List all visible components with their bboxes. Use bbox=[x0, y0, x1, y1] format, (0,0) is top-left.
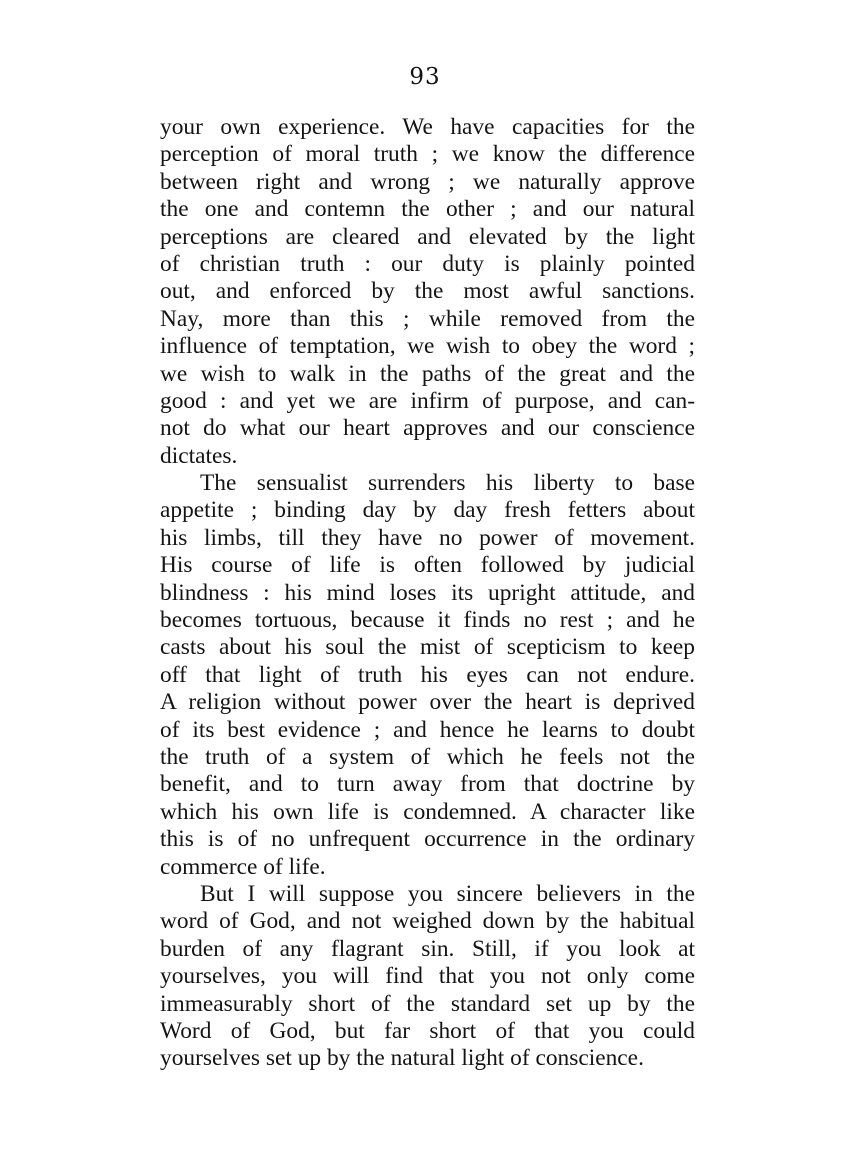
page-number: 93 bbox=[409, 64, 441, 90]
text-line: between right and wrong ; we naturally approve bbox=[160, 168, 695, 195]
text-line: his limbs, till they have no power of movement. bbox=[160, 524, 695, 551]
paragraph bbox=[160, 114, 695, 470]
text-line: good : and yet we are infirm of purpose, and can- bbox=[160, 387, 695, 414]
text-line: burden of any flagrant sin. Still, if you look at bbox=[160, 935, 695, 962]
text-line: His course of life is often followed by judicial bbox=[160, 552, 695, 579]
text-line: immeasurably short of the standard set up by the bbox=[160, 990, 695, 1017]
text-line: Nay, more than this ; while removed from the bbox=[160, 305, 695, 332]
text-line: The sensualist surrenders his liberty to base bbox=[200, 470, 695, 497]
text-line: commerce of life. bbox=[160, 853, 326, 880]
text-line: becomes tortuous, because it finds no rest ; and he bbox=[160, 607, 695, 634]
text-line: benefit, and to turn away from that doctrine by bbox=[160, 771, 695, 798]
paragraph bbox=[160, 470, 695, 881]
text-line: of its best evidence ; and hence he learns to doubt bbox=[160, 716, 695, 743]
text-line: Word of God, but far short of that you could bbox=[160, 1017, 695, 1044]
paragraph bbox=[160, 881, 695, 1073]
text-line: not do what our heart approves and our conscience bbox=[160, 415, 695, 442]
text-line: yourselves, you will find that you not only come bbox=[160, 963, 695, 990]
text-line: A religion without power over the heart is deprived bbox=[160, 689, 695, 716]
text-line: the one and contemn the other ; and our natural bbox=[160, 196, 695, 223]
text-line: yourselves set up by the natural light of conscience. bbox=[160, 1045, 644, 1072]
text-line: off that light of truth his eyes can not endure. bbox=[160, 661, 695, 688]
text-line: perception of moral truth ; we know the difference bbox=[160, 141, 695, 168]
text-line: perceptions are cleared and elevated by the light bbox=[160, 223, 695, 250]
text-line: this is of no unfrequent occurrence in the ordinary bbox=[160, 826, 695, 853]
text-line: appetite ; binding day by day fresh fetters about bbox=[160, 497, 695, 524]
body-text bbox=[160, 114, 695, 1073]
text-line: out, and enforced by the most awful sanctions. bbox=[160, 278, 695, 305]
text-line: which his own life is condemned. A character like bbox=[160, 798, 695, 825]
text-line: we wish to walk in the paths of the great and the bbox=[160, 360, 695, 387]
text-line: influence of temptation, we wish to obey the word ; bbox=[160, 333, 695, 360]
text-line: the truth of a system of which he feels not the bbox=[160, 743, 695, 770]
text-line: blindness : his mind loses its upright attitude, and bbox=[160, 579, 695, 606]
text-line: of christian truth : our duty is plainly pointed bbox=[160, 250, 695, 277]
text-line: casts about his soul the mist of scepticism to keep bbox=[160, 634, 695, 661]
text-line: your own experience. We have capacities for the bbox=[160, 114, 695, 140]
text-line: dictates. bbox=[160, 442, 238, 469]
text-line: word of God, and not weighed down by the habitual bbox=[160, 908, 695, 935]
text-line: But I will suppose you sincere believers in the bbox=[200, 880, 695, 907]
